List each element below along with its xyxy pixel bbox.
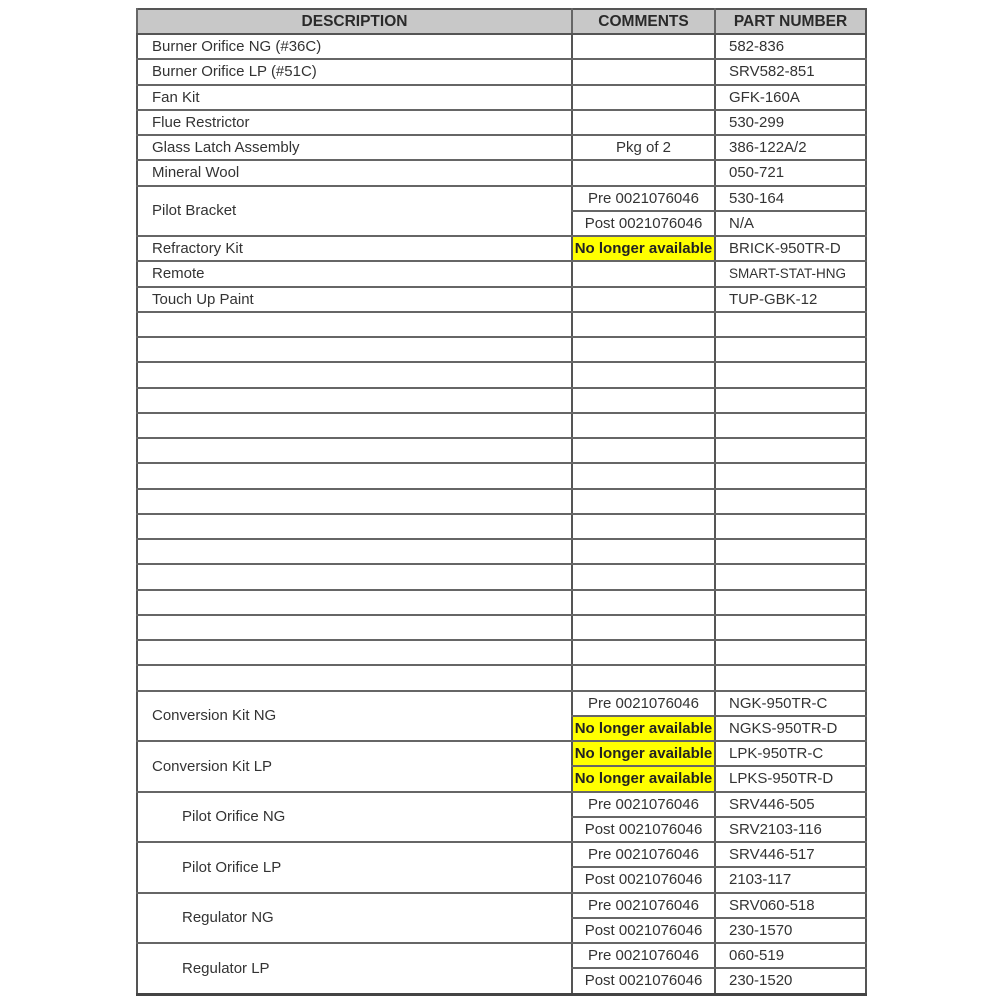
comment-cell [572, 640, 715, 665]
description-cell: Fan Kit [137, 85, 572, 110]
comment-cell [572, 261, 715, 286]
part-number-cell: 230-1570 [715, 918, 866, 943]
part-number-cell: N/A [715, 211, 866, 236]
column-header-description: DESCRIPTION [137, 9, 572, 34]
description-cell [137, 413, 572, 438]
part-number-cell [715, 413, 866, 438]
comment-cell [572, 514, 715, 539]
part-number-cell: 060-519 [715, 943, 866, 968]
part-number-cell: GFK-160A [715, 85, 866, 110]
comment-cell [572, 463, 715, 488]
empty-row [137, 463, 866, 488]
comment-cell: Pre 0021076046 [572, 893, 715, 918]
description-cell [137, 489, 572, 514]
empty-row [137, 590, 866, 615]
comment-cell: Post 0021076046 [572, 211, 715, 236]
description-cell: Conversion Kit NG [137, 691, 572, 742]
empty-row [137, 312, 866, 337]
comment-cell [572, 160, 715, 185]
part-number-cell: 530-299 [715, 110, 866, 135]
empty-row [137, 640, 866, 665]
part-number-cell: 230-1520 [715, 968, 866, 994]
table-row [137, 943, 866, 968]
part-number-cell: LPKS-950TR-D [715, 766, 866, 791]
table-row [137, 842, 866, 867]
comment-cell: Pre 0021076046 [572, 943, 715, 968]
part-number-cell: NGKS-950TR-D [715, 716, 866, 741]
part-number-cell: SMART-STAT-HNG [715, 261, 866, 286]
comment-cell: Pre 0021076046 [572, 842, 715, 867]
comment-cell: Pkg of 2 [572, 135, 715, 160]
parts-table [136, 8, 867, 996]
table-row [137, 186, 866, 211]
table-row [137, 160, 866, 185]
description-cell: Refractory Kit [137, 236, 572, 261]
part-number-cell: LPK-950TR-C [715, 741, 866, 766]
table-row [137, 59, 866, 84]
part-number-cell [715, 539, 866, 564]
description-cell: Remote [137, 261, 572, 286]
empty-row [137, 539, 866, 564]
description-cell [137, 438, 572, 463]
comment-cell [572, 665, 715, 690]
description-cell [137, 312, 572, 337]
description-cell: Pilot Orifice LP [137, 842, 572, 893]
part-number-cell: TUP-GBK-12 [715, 287, 866, 312]
table-row [137, 135, 866, 160]
comment-cell [572, 615, 715, 640]
comment-cell: Pre 0021076046 [572, 186, 715, 211]
comment-cell: Pre 0021076046 [572, 792, 715, 817]
column-header-part-number: PART NUMBER [715, 9, 866, 34]
empty-row [137, 388, 866, 413]
comment-cell [572, 438, 715, 463]
part-number-cell [715, 590, 866, 615]
comment-cell: Post 0021076046 [572, 968, 715, 994]
comment-cell [572, 413, 715, 438]
part-number-cell: NGK-950TR-C [715, 691, 866, 716]
part-number-cell [715, 564, 866, 589]
comment-cell [572, 34, 715, 59]
part-number-cell [715, 665, 866, 690]
empty-row [137, 665, 866, 690]
part-number-cell: 2103-117 [715, 867, 866, 892]
comment-cell [572, 110, 715, 135]
part-number-cell: SRV2103-116 [715, 817, 866, 842]
description-cell: Pilot Bracket [137, 186, 572, 237]
unavailable-badge: No longer available [572, 716, 715, 741]
table-row [137, 261, 866, 286]
description-cell: Conversion Kit LP [137, 741, 572, 792]
part-number-cell [715, 438, 866, 463]
comment-cell: Post 0021076046 [572, 918, 715, 943]
description-cell: Burner Orifice LP (#51C) [137, 59, 572, 84]
part-number-cell [715, 312, 866, 337]
description-cell: Pilot Orifice NG [137, 792, 572, 843]
comment-cell: Post 0021076046 [572, 867, 715, 892]
part-number-cell: 582-836 [715, 34, 866, 59]
comment-cell [572, 362, 715, 387]
description-cell [137, 665, 572, 690]
table-row [137, 34, 866, 59]
table-row [137, 236, 866, 261]
description-cell [137, 615, 572, 640]
comment-cell [572, 59, 715, 84]
description-cell: Regulator NG [137, 893, 572, 944]
comment-cell [572, 489, 715, 514]
part-number-cell: 386-122A/2 [715, 135, 866, 160]
comment-cell [572, 287, 715, 312]
description-cell: Flue Restrictor [137, 110, 572, 135]
comment-cell [572, 85, 715, 110]
comment-cell: Post 0021076046 [572, 817, 715, 842]
table-row [137, 792, 866, 817]
description-cell [137, 539, 572, 564]
empty-row [137, 362, 866, 387]
part-number-cell [715, 463, 866, 488]
table-row [137, 741, 866, 766]
description-cell [137, 463, 572, 488]
part-number-cell [715, 489, 866, 514]
column-header-comments: COMMENTS [572, 9, 715, 34]
empty-row [137, 514, 866, 539]
description-cell [137, 514, 572, 539]
description-cell [137, 640, 572, 665]
unavailable-badge: No longer available [572, 236, 715, 261]
comment-cell [572, 312, 715, 337]
empty-row [137, 615, 866, 640]
table-row [137, 691, 866, 716]
table-row [137, 85, 866, 110]
table-body [137, 34, 866, 994]
comment-cell [572, 590, 715, 615]
empty-row [137, 337, 866, 362]
empty-row [137, 438, 866, 463]
part-number-cell: BRICK-950TR-D [715, 236, 866, 261]
empty-row [137, 413, 866, 438]
comment-cell [572, 337, 715, 362]
part-number-cell: SRV060-518 [715, 893, 866, 918]
description-cell: Mineral Wool [137, 160, 572, 185]
unavailable-badge: No longer available [572, 766, 715, 791]
comment-cell [572, 564, 715, 589]
description-cell [137, 590, 572, 615]
part-number-cell [715, 640, 866, 665]
description-cell [137, 362, 572, 387]
description-cell: Burner Orifice NG (#36C) [137, 34, 572, 59]
comment-cell [572, 539, 715, 564]
header-row [137, 9, 866, 34]
comment-cell [572, 388, 715, 413]
empty-row [137, 564, 866, 589]
table-row [137, 110, 866, 135]
table-row [137, 893, 866, 918]
comment-cell: Pre 0021076046 [572, 691, 715, 716]
description-cell: Regulator LP [137, 943, 572, 994]
part-number-cell: 530-164 [715, 186, 866, 211]
description-cell [137, 564, 572, 589]
description-cell [137, 388, 572, 413]
table-row [137, 287, 866, 312]
part-number-cell [715, 337, 866, 362]
part-number-cell [715, 514, 866, 539]
part-number-cell: SRV582-851 [715, 59, 866, 84]
part-number-cell [715, 388, 866, 413]
unavailable-badge: No longer available [572, 741, 715, 766]
empty-row [137, 489, 866, 514]
part-number-cell [715, 615, 866, 640]
description-cell: Glass Latch Assembly [137, 135, 572, 160]
part-number-cell: 050-721 [715, 160, 866, 185]
part-number-cell [715, 362, 866, 387]
part-number-cell: SRV446-517 [715, 842, 866, 867]
part-number-cell: SRV446-505 [715, 792, 866, 817]
description-cell: Touch Up Paint [137, 287, 572, 312]
description-cell [137, 337, 572, 362]
